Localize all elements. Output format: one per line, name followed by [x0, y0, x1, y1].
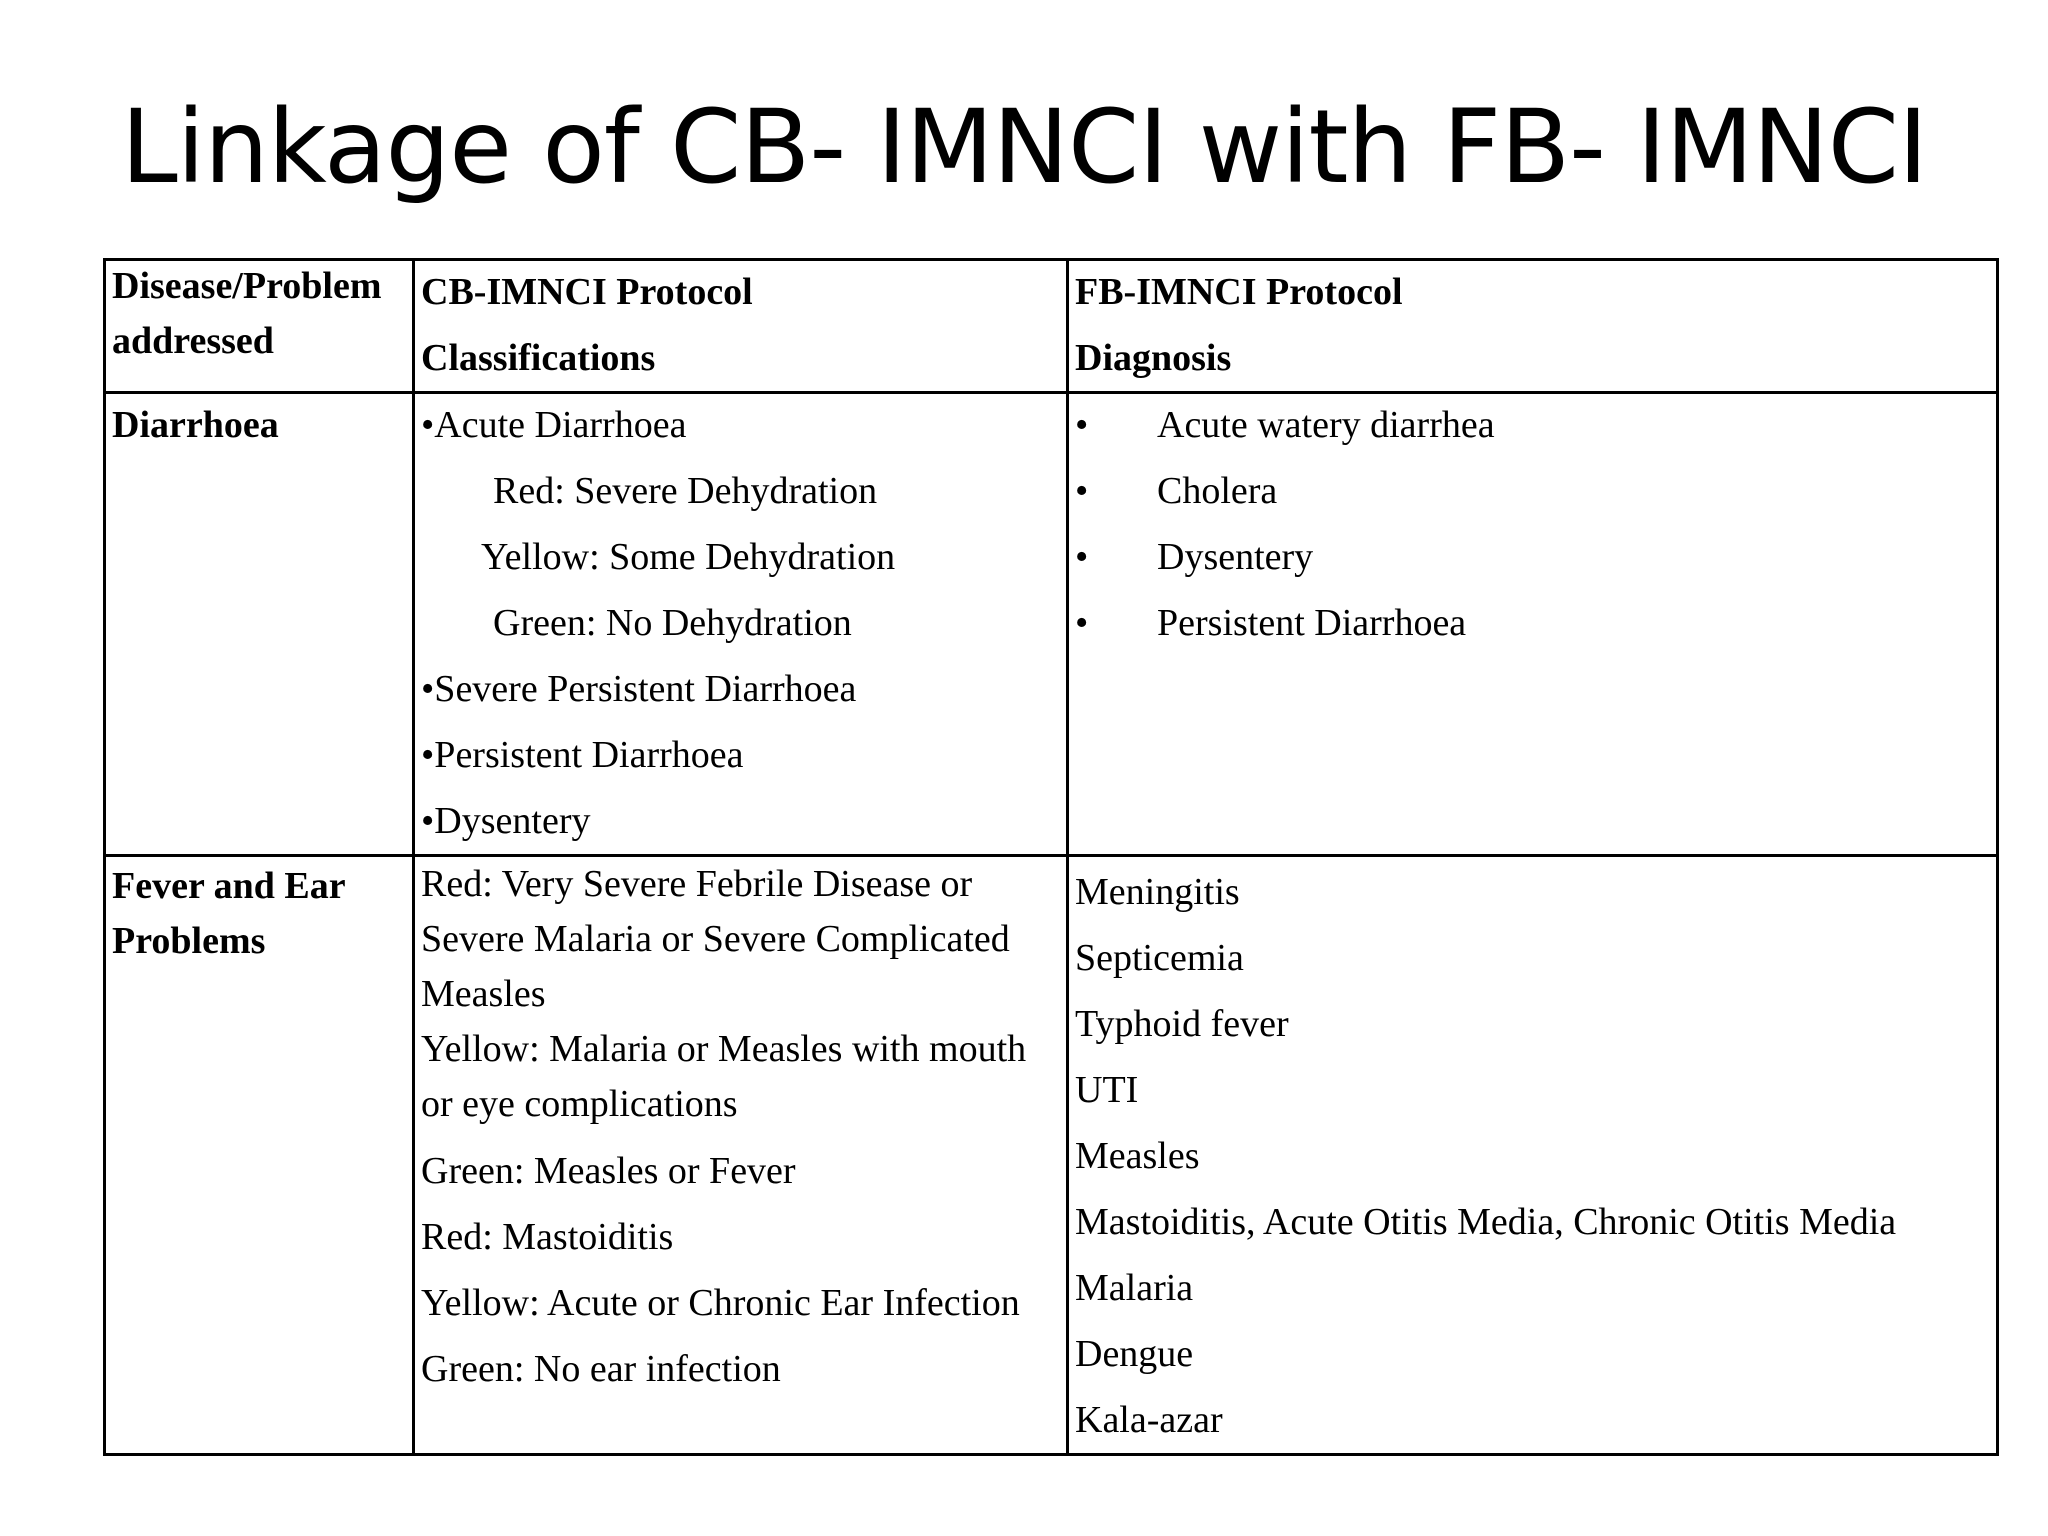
classifications-cell	[414, 393, 1068, 856]
classification-item: or eye complications	[421, 1083, 738, 1125]
diagnosis-item: Cholera	[1157, 470, 1278, 512]
header-fb-line2: Diagnosis	[1075, 337, 1232, 379]
problem-fever-line2: Problems	[112, 920, 266, 962]
classification-item: Measles	[421, 973, 546, 1015]
diagnosis-item: Dysentery	[1157, 536, 1314, 578]
bullet-icon: •	[1075, 602, 1089, 644]
classification-item: Yellow: Acute or Chronic Ear Infection	[421, 1282, 1020, 1324]
header-cell-fb-imnci	[1068, 260, 1998, 393]
diagnosis-item: Septicemia	[1075, 937, 1244, 979]
diagnosis-item: Kala-azar	[1075, 1399, 1223, 1441]
header-disease-line1: Disease/Problem	[112, 265, 382, 307]
bullet-icon: •	[1075, 536, 1089, 578]
header-disease-line2: addressed	[112, 320, 274, 362]
classification-item: Green: No Dehydration	[493, 602, 852, 644]
header-cell-cb-imnci	[414, 260, 1068, 393]
classification-item: •Persistent Diarrhoea	[421, 734, 744, 776]
header-cell-disease	[105, 260, 414, 393]
diagnosis-item: UTI	[1075, 1069, 1139, 1111]
table-row	[105, 856, 1998, 1455]
classification-item: Green: Measles or Fever	[421, 1150, 796, 1192]
problem-fever-line1: Fever and Ear	[112, 865, 346, 907]
bullet-icon: •	[1075, 404, 1089, 446]
diagnosis-item: Mastoiditis, Acute Otitis Media, Chronic Otitis Media	[1075, 1201, 1897, 1243]
classification-item: Red: Severe Dehydration	[493, 470, 878, 512]
problem-diarrhoea: Diarrhoea	[112, 404, 279, 446]
diagnosis-item: Acute watery diarrhea	[1157, 404, 1495, 446]
table-header-row	[105, 260, 1998, 393]
diagnosis-item: Dengue	[1075, 1333, 1194, 1375]
diagnosis-item: Malaria	[1075, 1267, 1194, 1309]
header-cb-line2: Classifications	[421, 337, 656, 379]
classification-item: •Severe Persistent Diarrhoea	[421, 668, 857, 710]
problem-cell	[105, 856, 414, 1455]
header-cb-line1: CB-IMNCI Protocol	[421, 271, 753, 313]
classification-item: Green: No ear infection	[421, 1348, 781, 1390]
linkage-table	[103, 258, 1999, 1456]
diagnosis-item: Meningitis	[1075, 871, 1240, 913]
classification-item: Yellow: Malaria or Measles with mouth	[421, 1028, 1027, 1070]
bullet-icon: •	[1075, 470, 1089, 512]
table-row	[105, 393, 1998, 856]
diagnosis-item: Persistent Diarrhoea	[1157, 602, 1467, 644]
classification-item: Red: Very Severe Febrile Disease or	[421, 863, 973, 905]
header-fb-line1: FB-IMNCI Protocol	[1075, 271, 1403, 313]
classification-item: Severe Malaria or Severe Complicated	[421, 918, 1010, 960]
problem-cell	[105, 393, 414, 856]
diagnosis-cell	[1068, 393, 1998, 856]
list-item	[1075, 458, 1988, 524]
list-item	[1075, 524, 1988, 590]
list-item	[1075, 392, 1988, 458]
classifications-cell	[414, 856, 1068, 1455]
diagnosis-item: Typhoid fever	[1075, 1003, 1289, 1045]
list-item	[1075, 590, 1988, 656]
diagnosis-item: Measles	[1075, 1135, 1200, 1177]
slide-title: Linkage of CB- IMNCI with FB- IMNCI	[120, 88, 1928, 207]
diagnosis-cell	[1068, 856, 1998, 1455]
classification-item: Yellow: Some Dehydration	[481, 536, 896, 578]
classification-item: Red: Mastoiditis	[421, 1216, 674, 1258]
classification-item: •Dysentery	[421, 800, 591, 842]
classification-item: •Acute Diarrhoea	[421, 404, 687, 446]
